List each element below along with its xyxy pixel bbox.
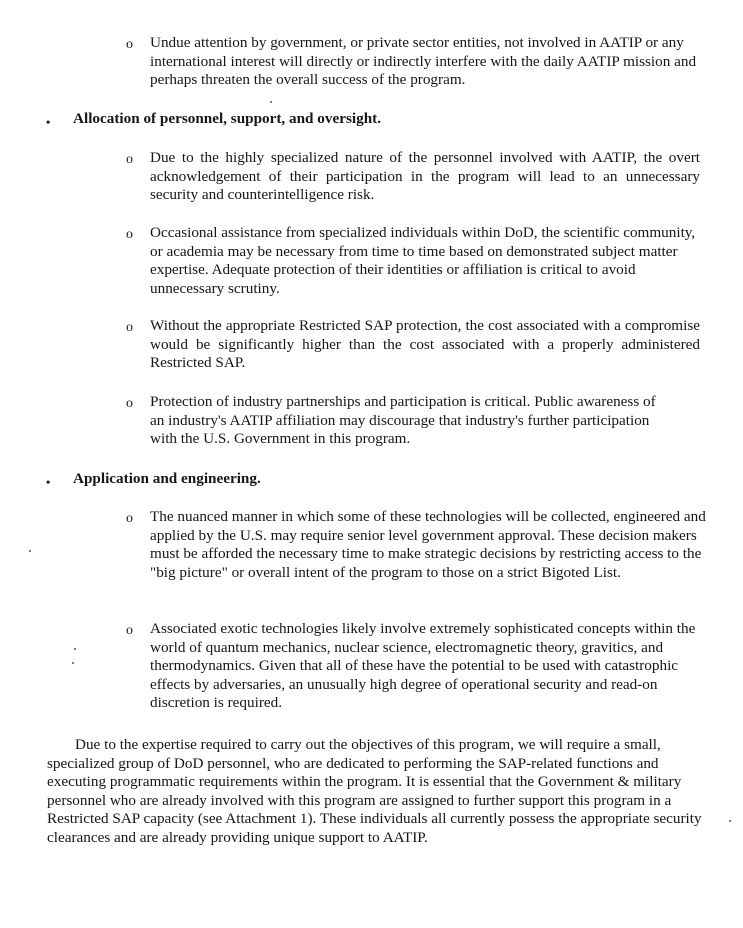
list-item-assistance: Occasional assistance from specialized individuals within DoD, the scientific community, or academia may be necessary from time to time based on demonstrated subject matter expertise. Adequate protection of their identities or affiliation is critical to avoid unnecessary scrutiny. xyxy=(150,224,696,297)
list-marker: o xyxy=(126,152,133,167)
list-item-undue-attention: Undue attention by government, or private sector entities, not involved in AATIP or any international interest will directly or indirectly interfere with the daily AATIP mission and perhaps threaten the overall success of the program. xyxy=(150,34,697,89)
scan-speck xyxy=(270,101,272,103)
list-marker: o xyxy=(126,623,133,638)
section-heading-allocation: Allocation of personnel, support, and oversight. xyxy=(73,110,381,127)
list-item-nuanced-manner: The nuanced manner in which some of these technologies will be collected, engineered and applied by the U.S. may require senior level government approval. These decision makers must be afforded the necessary time to make strategic decisions by restricting access to the "big picture" or overall intent of the program to those on a strict Bigoted List. xyxy=(150,508,706,581)
list-marker: o xyxy=(126,396,133,411)
list-item-exotic-technologies: Associated exotic technologies likely involve extremely sophisticated concepts within the world of quantum mechanics, nuclear science, electromagnetic theory, gravitics, and thermodynamics. Given that all of these have the potential to be used with catastrophic effects by adversaries, an unusually high degree of operational security and read-on discretion is required. xyxy=(150,620,696,712)
section-heading-application: Application and engineering. xyxy=(73,470,261,487)
list-item-restricted-sap: Without the appropriate Restricted SAP protection, the cost associated with a compromise would be significantly higher than the cost associated with a properly administered Restricted SAP. xyxy=(150,317,700,372)
section-bullet: • xyxy=(46,115,51,129)
list-marker: o xyxy=(126,37,133,52)
scan-speck xyxy=(72,662,74,664)
closing-paragraph: Due to the expertise required to carry out the objectives of this program, we will require a small, specialized group of DoD personnel, who are dedicated to performing the SAP-related functions and executing programmatic requirements within the program. It is essential that the Government & military personnel who are already involved with this program are assigned to further support this program in a Restricted SAP capacity (see Attachment 1). These individuals all currently possess the appropriate security clearances and are already providing unique support to AATIP. xyxy=(47,736,702,846)
list-marker: o xyxy=(126,511,133,526)
scan-speck xyxy=(29,550,31,552)
scan-speck xyxy=(74,648,76,650)
section-bullet: • xyxy=(46,475,51,489)
list-item-industry: Protection of industry partnerships and participation is critical. Public awareness of an industry's AATIP affiliation may discourage that industry's further participation with the U.S. Government in this program. xyxy=(150,393,656,448)
list-marker: o xyxy=(126,320,133,335)
scan-speck xyxy=(729,820,731,822)
list-item-personnel: Due to the highly specialized nature of the personnel involved with AATIP, the overt acknowledgement of their participation in the program will lead to an unnecessary security and counterintelligence risk. xyxy=(150,149,700,204)
list-marker: o xyxy=(126,227,133,242)
